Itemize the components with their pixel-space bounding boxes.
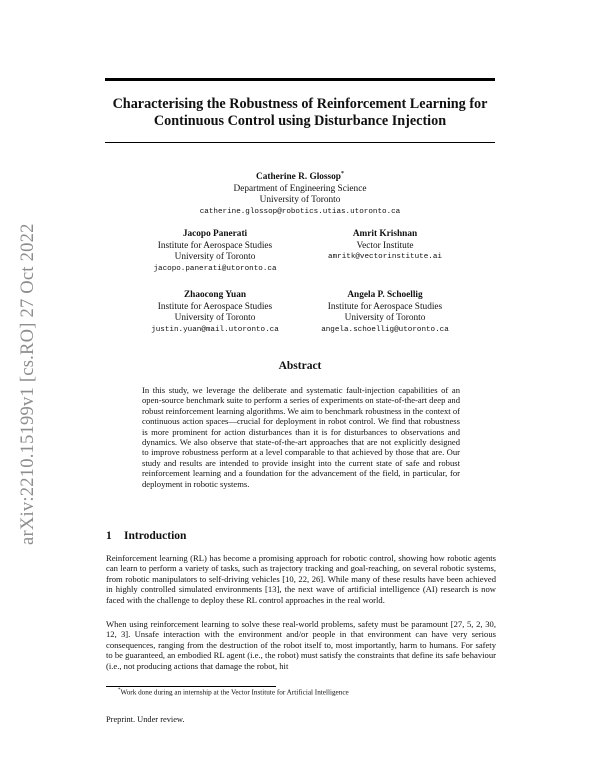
author-block-panerati	[130, 229, 300, 275]
section-title: Introduction	[124, 530, 187, 542]
author-block-glossop	[150, 169, 450, 218]
author-name: Catherine R. Glossop*	[256, 171, 344, 183]
title-bottom-rule	[105, 142, 495, 143]
author-email: angela.schoellig@utoronto.ca	[321, 325, 449, 334]
abstract-heading: Abstract	[278, 360, 322, 372]
author-block-schoellig	[300, 290, 470, 336]
author-name: Angela P. Schoellig	[347, 290, 423, 300]
title-line-1: Characterising the Robustness of Reinforcement Learning for	[112, 96, 488, 112]
author-block-krishnan	[300, 229, 470, 264]
section-heading-introduction	[106, 530, 186, 542]
author-name: Jacopo Panerati	[182, 229, 248, 239]
intro-paragraph: Reinforcement learning (RL) has become a promising approach for robotic control, showing how robotic agents can learn to perform a variety of tasks, such as trajectory tracking and goal-reaching, on several robotic systems, from robotic manipulators to self-driving vehicles [10, 22, 26]. While many of these results have been achieved in highly controlled simulated environments [13], the next wave of artificial intelligence (AI) research is now faced with the challenge to deploy these RL control approaches in the real world.	[106, 553, 496, 605]
author-email: justin.yuan@mail.utoronto.ca	[151, 325, 279, 334]
author-affiliation: University of Toronto	[174, 252, 256, 263]
author-email: catherine.glossop@robotics.utias.utoronto.ca	[199, 207, 401, 216]
author-email: amritk@vectorinstitute.ai	[328, 253, 442, 262]
footnote-rule	[106, 686, 276, 687]
footnote-text: Work done during an internship at the Vector Institute for Artificial Intelligence	[120, 688, 349, 697]
author-email: jacopo.panerati@utoronto.ca	[153, 264, 277, 273]
author-affiliation: Institute for Aerospace Studies	[157, 240, 273, 251]
footnote	[118, 688, 349, 696]
title-top-rule	[105, 78, 495, 81]
preprint-notice: Preprint. Under review.	[106, 715, 185, 724]
footnote-marker: *	[118, 688, 121, 693]
author-affiliation: University of Toronto	[174, 313, 256, 324]
author-block-yuan	[130, 290, 300, 336]
abstract-body: In this study, we leverage the deliberate and systematic fault-injection capabilities of an open-source benchmark suite to perform a series of experiments on state-of-the-art deep and robust reinforcement learning algorithms. We aim to benchmark robustness in the context of continuous action spaces—crucial for deployment in robot control. We find that robustness is more prominent for action disturbances than it is for disturbances to observations and dynamics. We also observe that state-of-the-art approaches that are not explicitly designed to improve robustness perform at a level comparable to that achieved by those that are. Our study and results are intended to provide insight into the current state of safe and robust reinforcement learning and a foundation for the advancement of the field, in particular, for deployment in robotic systems.	[142, 385, 460, 489]
author-footnote-marker: *	[340, 171, 344, 177]
author-name: Amrit Krishnan	[352, 229, 418, 239]
author-affiliation: Department of Engineering Science	[233, 183, 367, 194]
section-number: 1	[106, 530, 112, 542]
author-affiliation: Institute for Aerospace Studies	[327, 301, 443, 312]
arxiv-identifier: arXiv:2210.15199v1 [cs.RO] 27 Oct 2022	[17, 223, 38, 545]
author-affiliation: Institute for Aerospace Studies	[157, 301, 273, 312]
title-line-2: Continuous Control using Disturbance Injection	[153, 113, 447, 129]
author-affiliation: Vector Institute	[356, 240, 414, 251]
author-name: Zhaocong Yuan	[183, 290, 247, 300]
author-affiliation: University of Toronto	[259, 195, 341, 206]
intro-paragraph: When using reinforcement learning to solve these real-world problems, safety must be paramount [27, 5, 2, 30, 12, 3]. Unsafe interaction with the environment and/or people in that environment can have very serious consequences, ranging from the destruction of the robot itself to, most importantly, harm to humans. For safety to be guaranteed, an embodied RL agent (i.e., the robot) must satisfy the constraints that define its safe behaviour (i.e., not producing actions that damage the robot, hit	[106, 619, 496, 671]
paper-title	[80, 96, 520, 130]
author-affiliation: University of Toronto	[344, 313, 426, 324]
